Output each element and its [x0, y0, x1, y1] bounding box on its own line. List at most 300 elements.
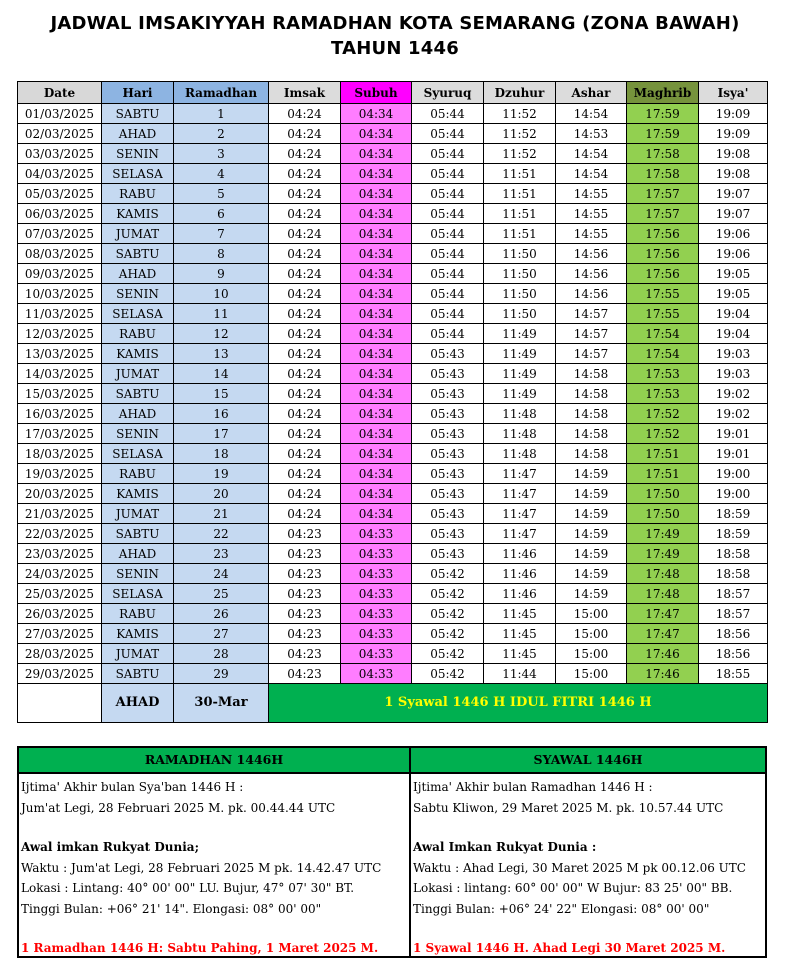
syawal-waktu: Waktu : Ahad Legi, 30 Maret 2025 M pk 00.12.06 UTC	[413, 860, 746, 875]
cell-date: 04/03/2025	[18, 164, 102, 184]
cell-syuruq: 05:43	[412, 484, 484, 504]
cell-isya: 19:00	[699, 484, 768, 504]
cell-syuruq: 05:42	[412, 644, 484, 664]
cell-syuruq: 05:42	[412, 584, 484, 604]
cell-hari: JUMAT	[102, 364, 174, 384]
table-row	[18, 264, 768, 284]
cell-date: 05/03/2025	[18, 184, 102, 204]
cell-isya: 19:07	[699, 184, 768, 204]
cell-maghrib: 17:49	[627, 524, 699, 544]
cell-dzuhur: 11:52	[484, 104, 556, 124]
cell-ramadhan: 24	[174, 564, 269, 584]
table-row	[18, 424, 768, 444]
cell-hari: SELASA	[102, 164, 174, 184]
cell-subuh: 04:34	[341, 304, 412, 324]
cell-ramadhan: 29	[174, 664, 269, 684]
cell-maghrib: 17:55	[627, 304, 699, 324]
cell-imsak: 04:24	[269, 324, 341, 344]
cell-maghrib: 17:54	[627, 324, 699, 344]
cell-ramadhan: 5	[174, 184, 269, 204]
cell-isya: 19:04	[699, 304, 768, 324]
cell-maghrib: 17:47	[627, 604, 699, 624]
cell-ramadhan: 3	[174, 144, 269, 164]
cell-isya: 19:05	[699, 264, 768, 284]
cell-ashar: 15:00	[556, 664, 627, 684]
cell-date: 18/03/2025	[18, 444, 102, 464]
cell-isya: 18:57	[699, 584, 768, 604]
syawal-info-box	[409, 746, 767, 958]
table-row	[18, 144, 768, 164]
cell-isya: 18:59	[699, 504, 768, 524]
cell-ramadhan: 28	[174, 644, 269, 664]
cell-maghrib: 17:57	[627, 204, 699, 224]
cell-isya: 19:05	[699, 284, 768, 304]
cell-imsak: 04:24	[269, 464, 341, 484]
cell-ashar: 14:56	[556, 244, 627, 264]
table-row	[18, 204, 768, 224]
eid-row	[18, 684, 768, 723]
cell-ashar: 14:58	[556, 424, 627, 444]
cell-date: 23/03/2025	[18, 544, 102, 564]
col-header-ramadhan: Ramadhan	[174, 82, 269, 104]
cell-maghrib: 17:59	[627, 124, 699, 144]
table-row	[18, 664, 768, 684]
syawal-box-heading: SYAWAL 1446H	[411, 748, 765, 774]
cell-hari: KAMIS	[102, 204, 174, 224]
cell-ashar: 14:59	[556, 504, 627, 524]
cell-subuh: 04:34	[341, 444, 412, 464]
cell-ramadhan: 12	[174, 324, 269, 344]
cell-isya: 19:09	[699, 124, 768, 144]
ramadhan-waktu: Waktu : Jum'at Legi, 28 Februari 2025 M pk. 14.42.47 UTC	[21, 860, 382, 875]
cell-maghrib: 17:48	[627, 584, 699, 604]
cell-isya: 19:09	[699, 104, 768, 124]
cell-hari: SELASA	[102, 584, 174, 604]
syawal-ijtima-label: Ijtima' Akhir bulan Ramadhan 1446 H :	[413, 780, 653, 794]
cell-hari: SENIN	[102, 144, 174, 164]
cell-subuh: 04:34	[341, 504, 412, 524]
cell-dzuhur: 11:47	[484, 524, 556, 544]
cell-hari: JUMAT	[102, 504, 174, 524]
cell-subuh: 04:34	[341, 204, 412, 224]
cell-ramadhan: 14	[174, 364, 269, 384]
table-row	[18, 624, 768, 644]
cell-imsak: 04:24	[269, 424, 341, 444]
cell-isya: 19:07	[699, 204, 768, 224]
cell-ashar: 14:59	[556, 544, 627, 564]
cell-subuh: 04:33	[341, 664, 412, 684]
page-subtitle: TAHUN 1446	[331, 38, 459, 59]
cell-syuruq: 05:44	[412, 244, 484, 264]
cell-syuruq: 05:44	[412, 304, 484, 324]
cell-ramadhan: 27	[174, 624, 269, 644]
cell-ramadhan: 9	[174, 264, 269, 284]
cell-ramadhan: 26	[174, 604, 269, 624]
cell-maghrib: 17:52	[627, 424, 699, 444]
cell-imsak: 04:23	[269, 584, 341, 604]
cell-isya: 19:01	[699, 444, 768, 464]
cell-imsak: 04:24	[269, 224, 341, 244]
cell-subuh: 04:34	[341, 324, 412, 344]
cell-maghrib: 17:57	[627, 184, 699, 204]
cell-dzuhur: 11:48	[484, 424, 556, 444]
cell-syuruq: 05:44	[412, 324, 484, 344]
cell-subuh: 04:34	[341, 284, 412, 304]
schedule-table	[17, 81, 768, 723]
cell-syuruq: 05:44	[412, 124, 484, 144]
cell-dzuhur: 11:50	[484, 304, 556, 324]
cell-ashar: 14:58	[556, 364, 627, 384]
cell-ashar: 14:59	[556, 464, 627, 484]
cell-maghrib: 17:56	[627, 244, 699, 264]
cell-date: 17/03/2025	[18, 424, 102, 444]
cell-ramadhan: 20	[174, 484, 269, 504]
header-row	[18, 82, 768, 104]
cell-isya: 18:59	[699, 524, 768, 544]
cell-dzuhur: 11:46	[484, 564, 556, 584]
table-row	[18, 404, 768, 424]
cell-syuruq: 05:42	[412, 664, 484, 684]
cell-dzuhur: 11:44	[484, 664, 556, 684]
cell-syuruq: 05:43	[412, 464, 484, 484]
cell-syuruq: 05:44	[412, 164, 484, 184]
cell-dzuhur: 11:52	[484, 124, 556, 144]
cell-ashar: 14:56	[556, 264, 627, 284]
cell-ashar: 14:58	[556, 404, 627, 424]
cell-imsak: 04:24	[269, 164, 341, 184]
cell-dzuhur: 11:45	[484, 644, 556, 664]
cell-dzuhur: 11:45	[484, 624, 556, 644]
cell-ashar: 14:54	[556, 164, 627, 184]
cell-hari: SABTU	[102, 244, 174, 264]
cell-subuh: 04:33	[341, 544, 412, 564]
cell-dzuhur: 11:52	[484, 144, 556, 164]
table-row	[18, 104, 768, 124]
cell-date: 27/03/2025	[18, 624, 102, 644]
cell-isya: 19:02	[699, 404, 768, 424]
ramadhan-ijtima-label: Ijtima' Akhir bulan Sya'ban 1446 H :	[21, 780, 244, 794]
ramadhan-conclusion: 1 Ramadhan 1446 H: Sabtu Pahing, 1 Maret 2025 M.	[21, 941, 379, 955]
cell-date: 26/03/2025	[18, 604, 102, 624]
cell-subuh: 04:34	[341, 364, 412, 384]
cell-date: 07/03/2025	[18, 224, 102, 244]
cell-isya: 19:00	[699, 464, 768, 484]
cell-dzuhur: 11:46	[484, 584, 556, 604]
cell-hari: AHAD	[102, 404, 174, 424]
cell-date: 29/03/2025	[18, 664, 102, 684]
cell-ashar: 14:56	[556, 284, 627, 304]
cell-ramadhan: 19	[174, 464, 269, 484]
ramadhan-awal-label: Awal imkan Rukyat Dunia;	[21, 840, 200, 854]
table-row	[18, 164, 768, 184]
cell-syuruq: 05:43	[412, 384, 484, 404]
cell-ramadhan: 18	[174, 444, 269, 464]
cell-imsak: 04:23	[269, 524, 341, 544]
cell-syuruq: 05:43	[412, 504, 484, 524]
cell-date: 16/03/2025	[18, 404, 102, 424]
cell-ramadhan: 13	[174, 344, 269, 364]
cell-isya: 18:57	[699, 604, 768, 624]
cell-ramadhan: 7	[174, 224, 269, 244]
cell-date: 08/03/2025	[18, 244, 102, 264]
cell-ashar: 14:59	[556, 484, 627, 504]
schedule-body	[18, 104, 768, 684]
cell-hari: SENIN	[102, 284, 174, 304]
col-header-ashar: Ashar	[556, 82, 627, 104]
cell-maghrib: 17:56	[627, 264, 699, 284]
cell-dzuhur: 11:47	[484, 504, 556, 524]
cell-imsak: 04:24	[269, 264, 341, 284]
table-row	[18, 604, 768, 624]
cell-subuh: 04:33	[341, 644, 412, 664]
cell-date: 24/03/2025	[18, 564, 102, 584]
cell-ramadhan: 10	[174, 284, 269, 304]
cell-ashar: 14:57	[556, 324, 627, 344]
cell-ramadhan: 4	[174, 164, 269, 184]
cell-ashar: 14:58	[556, 384, 627, 404]
col-header-syuruq: Syuruq	[412, 82, 484, 104]
cell-date: 03/03/2025	[18, 144, 102, 164]
syawal-tinggi: Tinggi Bulan: +06° 24' 22" Elongasi: 08° 00' 00"	[413, 901, 710, 916]
table-row	[18, 444, 768, 464]
syawal-lokasi: Lokasi : lintang: 60° 00' 00" W Bujur: 83 25' 00" BB.	[413, 881, 733, 895]
table-row	[18, 124, 768, 144]
cell-ramadhan: 16	[174, 404, 269, 424]
cell-ramadhan: 15	[174, 384, 269, 404]
cell-maghrib: 17:53	[627, 364, 699, 384]
cell-dzuhur: 11:51	[484, 204, 556, 224]
cell-syuruq: 05:43	[412, 404, 484, 424]
cell-maghrib: 17:51	[627, 444, 699, 464]
cell-ramadhan: 21	[174, 504, 269, 524]
cell-imsak: 04:24	[269, 184, 341, 204]
cell-imsak: 04:23	[269, 564, 341, 584]
cell-syuruq: 05:44	[412, 204, 484, 224]
cell-hari: RABU	[102, 324, 174, 344]
cell-dzuhur: 11:51	[484, 184, 556, 204]
cell-imsak: 04:23	[269, 624, 341, 644]
cell-date: 19/03/2025	[18, 464, 102, 484]
cell-imsak: 04:24	[269, 364, 341, 384]
cell-dzuhur: 11:48	[484, 404, 556, 424]
cell-subuh: 04:34	[341, 464, 412, 484]
cell-syuruq: 05:44	[412, 264, 484, 284]
cell-hari: RABU	[102, 604, 174, 624]
cell-hari: KAMIS	[102, 624, 174, 644]
cell-hari: AHAD	[102, 264, 174, 284]
cell-date: 01/03/2025	[18, 104, 102, 124]
cell-isya: 19:02	[699, 384, 768, 404]
table-row	[18, 284, 768, 304]
ramadhan-tinggi: Tinggi Bulan: +06° 21' 14". Elongasi: 08° 00' 00"	[21, 901, 322, 916]
col-header-maghrib: Maghrib	[627, 82, 699, 104]
cell-dzuhur: 11:47	[484, 484, 556, 504]
cell-isya: 19:03	[699, 364, 768, 384]
col-header-subuh: Subuh	[341, 82, 412, 104]
cell-syuruq: 05:44	[412, 144, 484, 164]
cell-ramadhan: 22	[174, 524, 269, 544]
col-header-hari: Hari	[102, 82, 174, 104]
cell-maghrib: 17:50	[627, 484, 699, 504]
cell-subuh: 04:34	[341, 344, 412, 364]
table-row	[18, 584, 768, 604]
cell-subuh: 04:34	[341, 484, 412, 504]
cell-ashar: 14:55	[556, 204, 627, 224]
cell-dzuhur: 11:49	[484, 364, 556, 384]
cell-syuruq: 05:44	[412, 224, 484, 244]
table-row	[18, 504, 768, 524]
cell-ashar: 14:59	[556, 564, 627, 584]
cell-isya: 18:55	[699, 664, 768, 684]
cell-date: 10/03/2025	[18, 284, 102, 304]
cell-ashar: 14:54	[556, 104, 627, 124]
cell-ramadhan: 2	[174, 124, 269, 144]
cell-ramadhan: 8	[174, 244, 269, 264]
cell-imsak: 04:24	[269, 404, 341, 424]
cell-isya: 19:01	[699, 424, 768, 444]
cell-date: 12/03/2025	[18, 324, 102, 344]
cell-hari: AHAD	[102, 124, 174, 144]
cell-syuruq: 05:42	[412, 624, 484, 644]
cell-syuruq: 05:43	[412, 524, 484, 544]
cell-syuruq: 05:43	[412, 544, 484, 564]
eid-note: 1 Syawal 1446 H IDUL FITRI 1446 H	[269, 684, 768, 723]
table-row	[18, 244, 768, 264]
cell-imsak: 04:24	[269, 144, 341, 164]
cell-dzuhur: 11:46	[484, 544, 556, 564]
cell-maghrib: 17:46	[627, 644, 699, 664]
ramadhan-info-box	[17, 746, 411, 958]
cell-maghrib: 17:58	[627, 164, 699, 184]
page-title: JADWAL IMSAKIYYAH RAMADHAN KOTA SEMARANG (ZONA BAWAH)	[50, 13, 740, 34]
cell-maghrib: 17:50	[627, 504, 699, 524]
cell-subuh: 04:34	[341, 164, 412, 184]
table-row	[18, 224, 768, 244]
table-row	[18, 364, 768, 384]
cell-date: 28/03/2025	[18, 644, 102, 664]
cell-imsak: 04:24	[269, 444, 341, 464]
cell-ashar: 15:00	[556, 624, 627, 644]
cell-dzuhur: 11:50	[484, 244, 556, 264]
cell-date: 21/03/2025	[18, 504, 102, 524]
cell-imsak: 04:24	[269, 344, 341, 364]
cell-hari: SENIN	[102, 424, 174, 444]
cell-hari: RABU	[102, 184, 174, 204]
cell-ramadhan: 17	[174, 424, 269, 444]
cell-subuh: 04:34	[341, 244, 412, 264]
cell-hari: SELASA	[102, 304, 174, 324]
cell-isya: 18:58	[699, 544, 768, 564]
col-header-dzuhur: Dzuhur	[484, 82, 556, 104]
cell-maghrib: 17:54	[627, 344, 699, 364]
cell-imsak: 04:23	[269, 644, 341, 664]
ramadhan-box-heading: RAMADHAN 1446H	[19, 748, 409, 774]
cell-ashar: 15:00	[556, 604, 627, 624]
cell-isya: 19:06	[699, 244, 768, 264]
cell-isya: 19:03	[699, 344, 768, 364]
cell-subuh: 04:33	[341, 624, 412, 644]
cell-dzuhur: 11:50	[484, 264, 556, 284]
table-row	[18, 184, 768, 204]
cell-dzuhur: 11:49	[484, 324, 556, 344]
cell-imsak: 04:24	[269, 104, 341, 124]
cell-ramadhan: 1	[174, 104, 269, 124]
cell-maghrib: 17:47	[627, 624, 699, 644]
cell-date: 22/03/2025	[18, 524, 102, 544]
cell-imsak: 04:23	[269, 664, 341, 684]
cell-isya: 19:08	[699, 144, 768, 164]
cell-hari: AHAD	[102, 544, 174, 564]
cell-syuruq: 05:44	[412, 104, 484, 124]
cell-dzuhur: 11:51	[484, 164, 556, 184]
cell-isya: 18:56	[699, 644, 768, 664]
cell-dzuhur: 11:49	[484, 344, 556, 364]
cell-maghrib: 17:56	[627, 224, 699, 244]
cell-ramadhan: 11	[174, 304, 269, 324]
cell-dzuhur: 11:47	[484, 464, 556, 484]
table-row	[18, 484, 768, 504]
cell-hari: SABTU	[102, 104, 174, 124]
cell-maghrib: 17:58	[627, 144, 699, 164]
cell-syuruq: 05:43	[412, 444, 484, 464]
cell-ashar: 14:55	[556, 184, 627, 204]
cell-ashar: 14:55	[556, 224, 627, 244]
cell-imsak: 04:23	[269, 604, 341, 624]
cell-maghrib: 17:48	[627, 564, 699, 584]
cell-imsak: 04:24	[269, 284, 341, 304]
table-row	[18, 644, 768, 664]
cell-maghrib: 17:53	[627, 384, 699, 404]
cell-date: 09/03/2025	[18, 264, 102, 284]
cell-hari: KAMIS	[102, 344, 174, 364]
cell-syuruq: 05:44	[412, 284, 484, 304]
cell-hari: JUMAT	[102, 224, 174, 244]
eid-hari: AHAD	[102, 684, 174, 723]
cell-subuh: 04:34	[341, 264, 412, 284]
cell-hari: SELASA	[102, 444, 174, 464]
cell-imsak: 04:24	[269, 484, 341, 504]
cell-subuh: 04:34	[341, 224, 412, 244]
cell-imsak: 04:24	[269, 384, 341, 404]
cell-dzuhur: 11:49	[484, 384, 556, 404]
cell-ramadhan: 23	[174, 544, 269, 564]
cell-date: 25/03/2025	[18, 584, 102, 604]
cell-subuh: 04:33	[341, 524, 412, 544]
cell-subuh: 04:34	[341, 124, 412, 144]
cell-subuh: 04:33	[341, 564, 412, 584]
cell-ramadhan: 25	[174, 584, 269, 604]
cell-date: 20/03/2025	[18, 484, 102, 504]
cell-ashar: 14:54	[556, 144, 627, 164]
cell-maghrib: 17:59	[627, 104, 699, 124]
table-row	[18, 524, 768, 544]
cell-imsak: 04:24	[269, 244, 341, 264]
cell-ashar: 14:59	[556, 584, 627, 604]
cell-hari: JUMAT	[102, 644, 174, 664]
cell-imsak: 04:24	[269, 124, 341, 144]
cell-date: 02/03/2025	[18, 124, 102, 144]
cell-syuruq: 05:43	[412, 344, 484, 364]
syawal-ijtima-value: Sabtu Kliwon, 29 Maret 2025 M. pk. 10.57.44 UTC	[413, 800, 724, 815]
cell-imsak: 04:23	[269, 544, 341, 564]
cell-dzuhur: 11:50	[484, 284, 556, 304]
cell-isya: 18:58	[699, 564, 768, 584]
cell-date: 14/03/2025	[18, 364, 102, 384]
cell-date: 15/03/2025	[18, 384, 102, 404]
cell-ashar: 14:57	[556, 344, 627, 364]
table-row	[18, 464, 768, 484]
cell-subuh: 04:34	[341, 384, 412, 404]
